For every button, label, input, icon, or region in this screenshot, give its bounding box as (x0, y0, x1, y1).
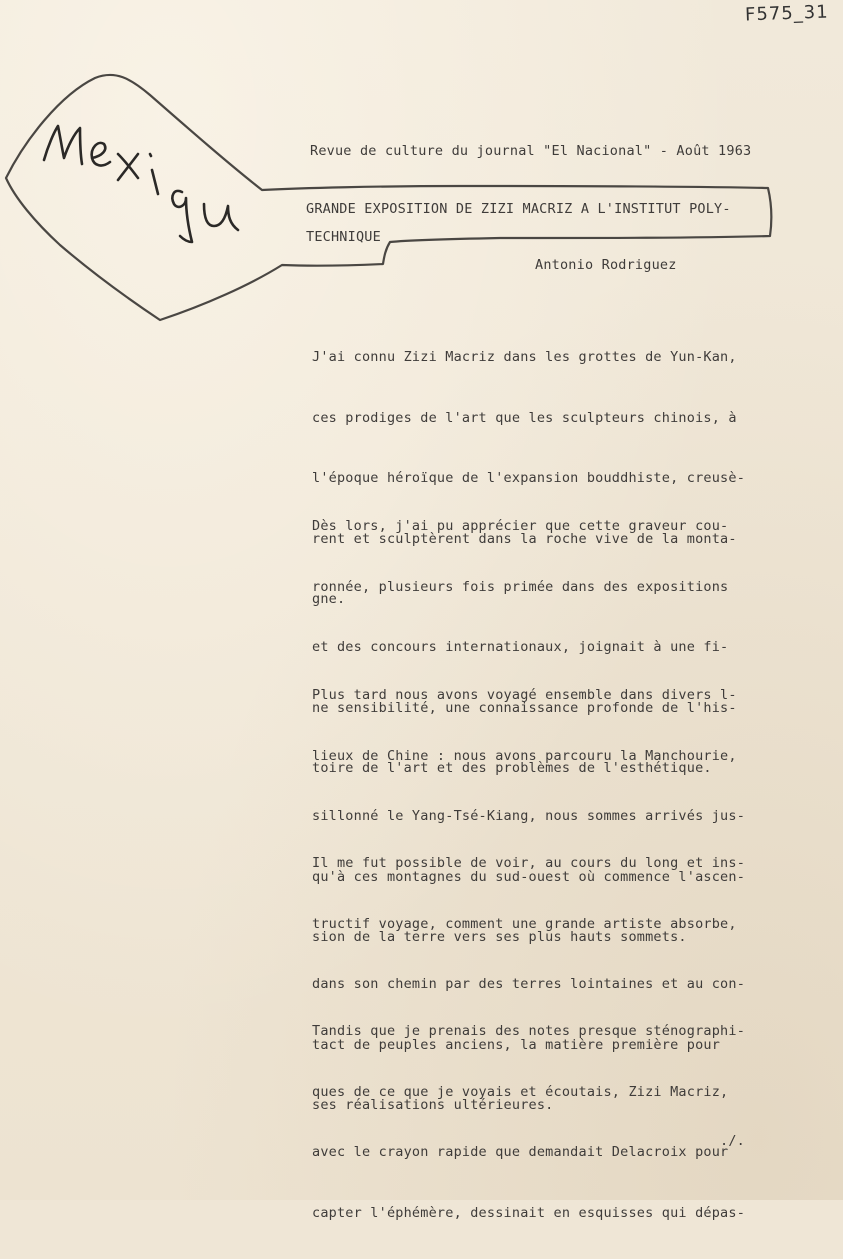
paragraph-line: et des concours internationaux, joignait à une fi- (312, 639, 729, 656)
paragraph-line: lieux de Chine : nous avons parcouru la Manchourie, (312, 747, 737, 764)
paragraph-line: Il me fut possible de voir, au cours du long et ins- (312, 855, 746, 871)
paragraph-line: J'ai connu Zizi Macriz dans les grottes de Yun-Kan, (312, 349, 737, 365)
paragraph-5 (312, 985, 782, 1259)
paragraph-line: capter l'éphémère, dessinait en esquisses qui dépas- (312, 1204, 746, 1221)
article-title-line-2: TECHNIQUE (306, 229, 381, 245)
paragraph-line: rent et sculptèrent dans la roche vive de la monta- (312, 530, 737, 547)
paragraph-line: sillonné le Yang-Tsé-Kiang, nous sommes arrivés jus- (312, 808, 746, 825)
paragraph-line: Dès lors, j'ai pu apprécier que cette graveur cou- (312, 518, 729, 534)
continuation-marker: ./. (720, 1133, 745, 1149)
paragraph-line: dans son chemin par des terres lointaines et au con- (312, 976, 746, 993)
paragraph-line: tact de peuples anciens, la matière première pour (312, 1036, 721, 1053)
paragraph-line: sion de la terre vers ses plus hauts sommets. (312, 929, 687, 946)
paragraph-line: avec le crayon rapide que demandait Delacroix pour (312, 1144, 729, 1161)
paragraph-line: ses réalisations ultérieures. (312, 1097, 554, 1114)
handwritten-mexiqu (40, 118, 250, 258)
paragraph-line: ne sensibilité, une connaissance profonde de l'his- (312, 699, 737, 716)
paragraph-line: ces prodiges de l'art que les sculpteurs chinois, à (312, 409, 737, 426)
paragraph-line: Tandis que je prenais des notes presque sténographi- (312, 1023, 746, 1039)
article-title-line-1: GRANDE EXPOSITION DE ZIZI MACRIZ A L'INSTITUT POLY- (306, 201, 731, 217)
paragraph-line: l'époque héroïque de l'expansion bouddhiste, creusè- (312, 470, 746, 487)
paragraph-line: gne. (312, 591, 346, 608)
paragraph-line: qu'à ces montagnes du sud-ouest où commence l'ascen- (312, 868, 746, 885)
reference-number: F575_31 (744, 1, 829, 26)
publication-header: Revue de culture du journal "El Nacional" - Août 1963 (310, 143, 752, 159)
paragraph-line: ques de ce que je voyais et écoutais, Zizi Macriz, (312, 1083, 729, 1100)
paragraph-line: toire de l'art et des problèmes de l'esthétique. (312, 760, 712, 777)
paragraph-line: ronnée, plusieurs fois primée dans des expositions (312, 578, 729, 595)
paragraph-line: Plus tard nous avons voyagé ensemble dans divers l- (312, 687, 737, 703)
author-name: Antonio Rodriguez (535, 257, 677, 273)
paragraph-line: tructif voyage, comment une grande artiste absorbe, (312, 915, 737, 932)
